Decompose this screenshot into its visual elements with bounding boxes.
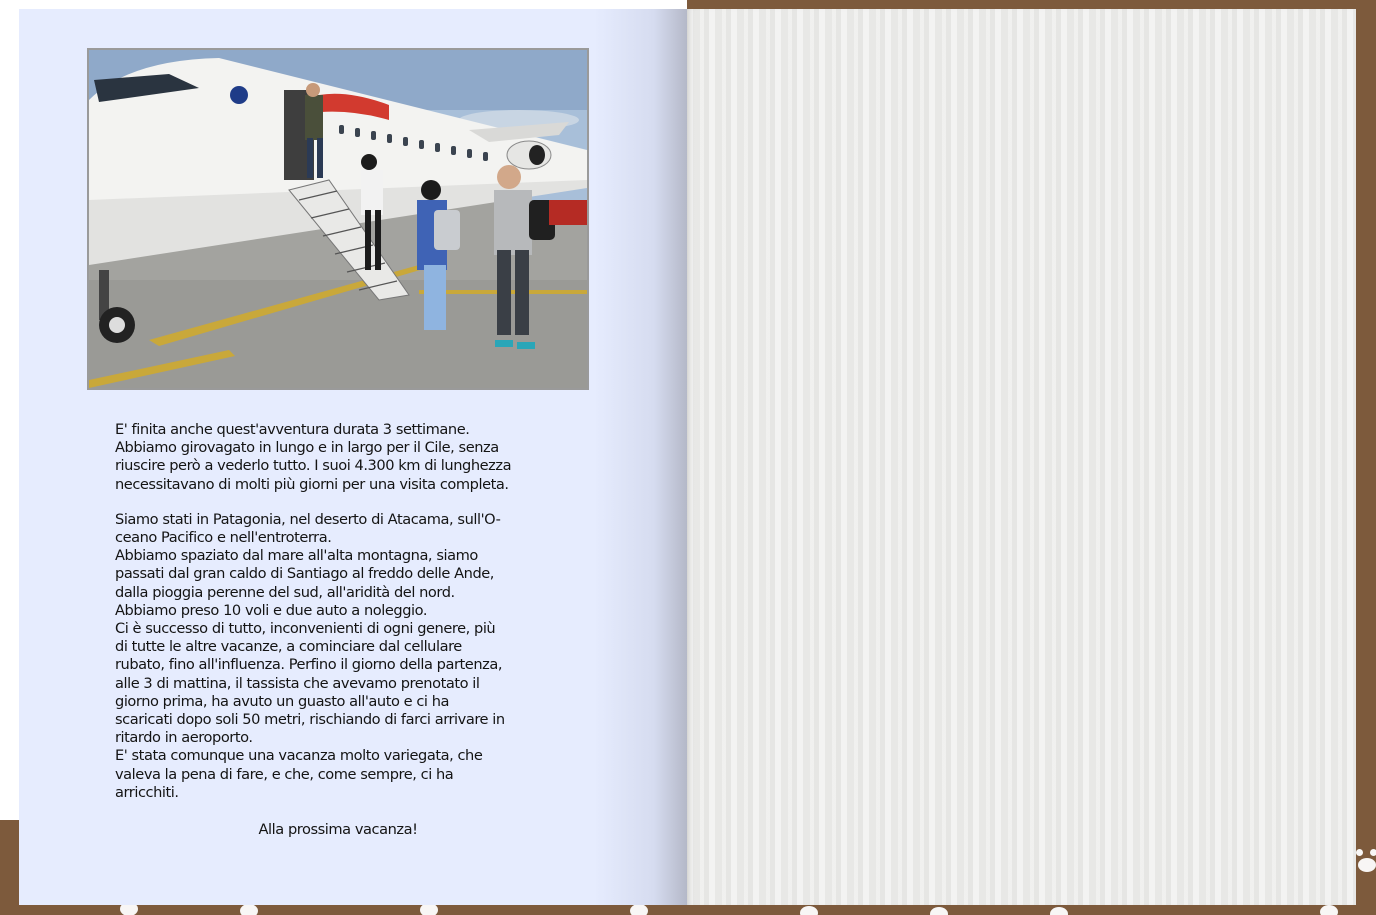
closing-line: Alla prossima vacanza! xyxy=(258,821,418,838)
paragraph-line: scaricati dopo soli 50 metri, rischiando di farci arrivare in xyxy=(115,711,505,729)
paw-print-icon xyxy=(1358,858,1376,872)
left-page xyxy=(19,9,687,905)
paw-print-icon xyxy=(930,907,948,915)
paragraph-line: alle 3 di mattina, il tassista che avevamo prenotato il xyxy=(115,674,480,692)
paragraph-line: Siamo stati in Patagonia, nel deserto di Atacama, sull'O- xyxy=(115,510,501,528)
paragraph-line: Abbiamo preso 10 voli e due auto a noleggio. xyxy=(115,601,428,619)
paragraph-line: passati dal gran caldo di Santiago al freddo delle Ande, xyxy=(115,565,494,583)
paragraph-line: Abbiamo spaziato dal mare all'alta montagna, siamo xyxy=(115,547,478,565)
paw-print-icon xyxy=(1050,907,1068,915)
paragraph-line: Ci è successo di tutto, inconvenienti di ogni genere, più xyxy=(115,620,496,638)
closing-story-text xyxy=(115,421,555,802)
paw-print-icon xyxy=(1320,905,1338,915)
paragraph-line: di tutte le altre vacanze, a cominciare dal cellulare xyxy=(115,638,462,656)
paw-print-icon xyxy=(630,904,648,915)
paragraph-line: E' stata comunque una vacanza molto variegata, che xyxy=(115,747,483,765)
paragraph-spacer xyxy=(115,494,555,511)
paragraph-line: riuscire però a vederlo tutto. I suoi 4.300 km di lunghezza xyxy=(115,457,512,475)
paragraph-line: giorno prima, ha avuto un guasto all'auto e ci ha xyxy=(115,692,450,710)
paragraph-line: ceano Pacifico e nell'entroterra. xyxy=(115,529,332,547)
right-page-blank[interactable] xyxy=(687,9,1356,905)
paragraph-line: dalla pioggia perenne del sud, all'aridità del nord. xyxy=(115,583,455,601)
paw-print-icon xyxy=(240,904,258,915)
paragraph-line: arricchiti. xyxy=(115,783,179,801)
paragraph-line: Abbiamo girovagato in lungo e in largo per il Cile, senza xyxy=(115,439,499,457)
paragraph-line: rubato, fino all'influenza. Perfino il giorno della partenza, xyxy=(115,656,503,674)
airplane-boarding-photo-icon xyxy=(89,50,587,388)
paragraph-line: ritardo in aeroporto. xyxy=(115,729,253,747)
paragraph-line: valeva la pena di fare, e che, come sempre, ci ha xyxy=(115,765,454,783)
airplane-boarding-photo[interactable] xyxy=(87,48,589,390)
paragraph-line: necessitavano di molti più giorni per una visita completa. xyxy=(115,475,509,493)
paw-print-icon xyxy=(800,906,818,915)
paragraph-line: E' finita anche quest'avventura durata 3 settimane. xyxy=(115,421,470,438)
